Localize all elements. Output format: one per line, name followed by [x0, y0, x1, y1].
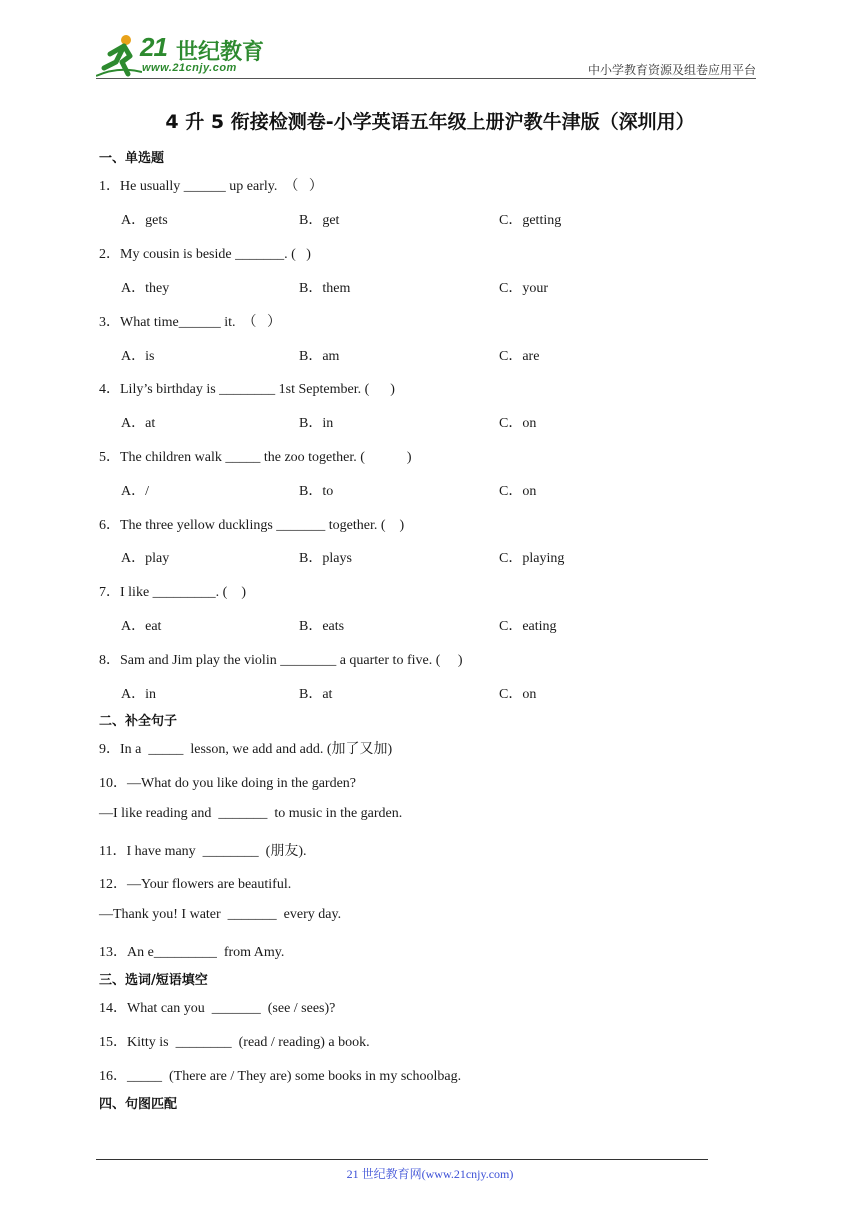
question-10-answer: —I like reading and _______ to music in the garden. — [99, 806, 403, 821]
question-3-option-a: A．is — [121, 349, 155, 364]
question-3-stem: 3．What time______ it. （ ） — [99, 315, 281, 330]
page-title: 4 升 5 衔接检测卷-小学英语五年级上册沪教牛津版（深圳用） — [165, 111, 695, 133]
runner-logo-icon — [96, 32, 142, 78]
question-9: 9．In a _____ lesson, we add and add. (加了又加) — [99, 742, 393, 757]
question-6-option-b: B．plays — [299, 551, 352, 566]
question-12-answer: —Thank you! I water _______ every day. — [99, 907, 342, 922]
question-2-option-c: C．your — [499, 281, 548, 296]
question-1-option-b: B．get — [299, 213, 340, 228]
question-1-option-c: C．getting — [499, 213, 562, 228]
question-6-option-a: A．play — [121, 551, 170, 566]
question-3-option-c: C．are — [499, 349, 540, 364]
logo-number: 21 — [140, 32, 167, 62]
question-4-stem: 4．Lily’s birthday is ________ 1st September. ( ) — [99, 382, 395, 397]
question-1-option-a: A．gets — [121, 213, 168, 228]
question-3-option-b: B．am — [299, 349, 340, 364]
logo-text: 世纪教育 — [176, 40, 265, 65]
question-15: 15．Kitty is ________ (read / reading) a book. — [99, 1035, 370, 1050]
header-divider — [96, 78, 756, 79]
question-2-option-a: A．they — [121, 281, 170, 296]
question-4-option-a: A．at — [121, 416, 156, 431]
section-heading-match-pictures: 四、句图匹配 — [99, 1097, 178, 1112]
question-6-stem: 6．The three yellow ducklings _______ together. ( ) — [99, 518, 405, 533]
question-7-option-c: C．eating — [499, 619, 557, 634]
question-7-option-a: A．eat — [121, 619, 162, 634]
question-5-option-a: A．/ — [121, 484, 149, 499]
footer-source: 21 世纪教育网(www.21cnjy.com) — [346, 1167, 514, 1181]
question-5-option-b: B．to — [299, 484, 334, 499]
question-2-option-b: B．them — [299, 281, 351, 296]
section-heading-single-choice: 一、单选题 — [99, 151, 165, 166]
question-8-option-b: B．at — [299, 687, 333, 702]
question-1-stem: 1．He usually ______ up early. （ ） — [99, 179, 323, 194]
question-5-option-c: C．on — [499, 484, 537, 499]
site-logo — [96, 32, 266, 80]
question-11: 11．I have many ________ (朋友). — [99, 844, 307, 859]
question-7-option-b: B．eats — [299, 619, 345, 634]
question-14: 14．What can you _______ (see / sees)? — [99, 1001, 336, 1016]
question-13: 13．An e_________ from Amy. — [99, 945, 285, 960]
question-8-option-a: A．in — [121, 687, 156, 702]
section-heading-complete-sentences: 二、补全句子 — [99, 714, 178, 729]
question-8-option-c: C．on — [499, 687, 537, 702]
question-6-option-c: C．playing — [499, 551, 565, 566]
question-12-prompt: 12．—Your flowers are beautiful. — [99, 877, 292, 892]
question-2-stem: 2．My cousin is beside _______. ( ) — [99, 247, 311, 262]
question-5-stem: 5．The children walk _____ the zoo together. ( ) — [99, 450, 412, 465]
question-16: 16．_____ (There are / They are) some books in my schoolbag. — [99, 1069, 462, 1084]
question-8-stem: 8．Sam and Jim play the violin ________ a quarter to five. ( ) — [99, 653, 463, 668]
section-heading-fill-words: 三、选词/短语填空 — [99, 973, 208, 988]
platform-label: 中小学教育资源及组卷应用平台 — [587, 63, 756, 77]
question-10-prompt: 10．—What do you like doing in the garden? — [99, 776, 356, 791]
question-7-stem: 7．I like _________. ( ) — [99, 585, 246, 600]
logo-url: www.21cnjy.com — [142, 62, 237, 74]
question-4-option-c: C．on — [499, 416, 537, 431]
question-4-option-b: B．in — [299, 416, 334, 431]
footer-divider — [96, 1159, 708, 1160]
